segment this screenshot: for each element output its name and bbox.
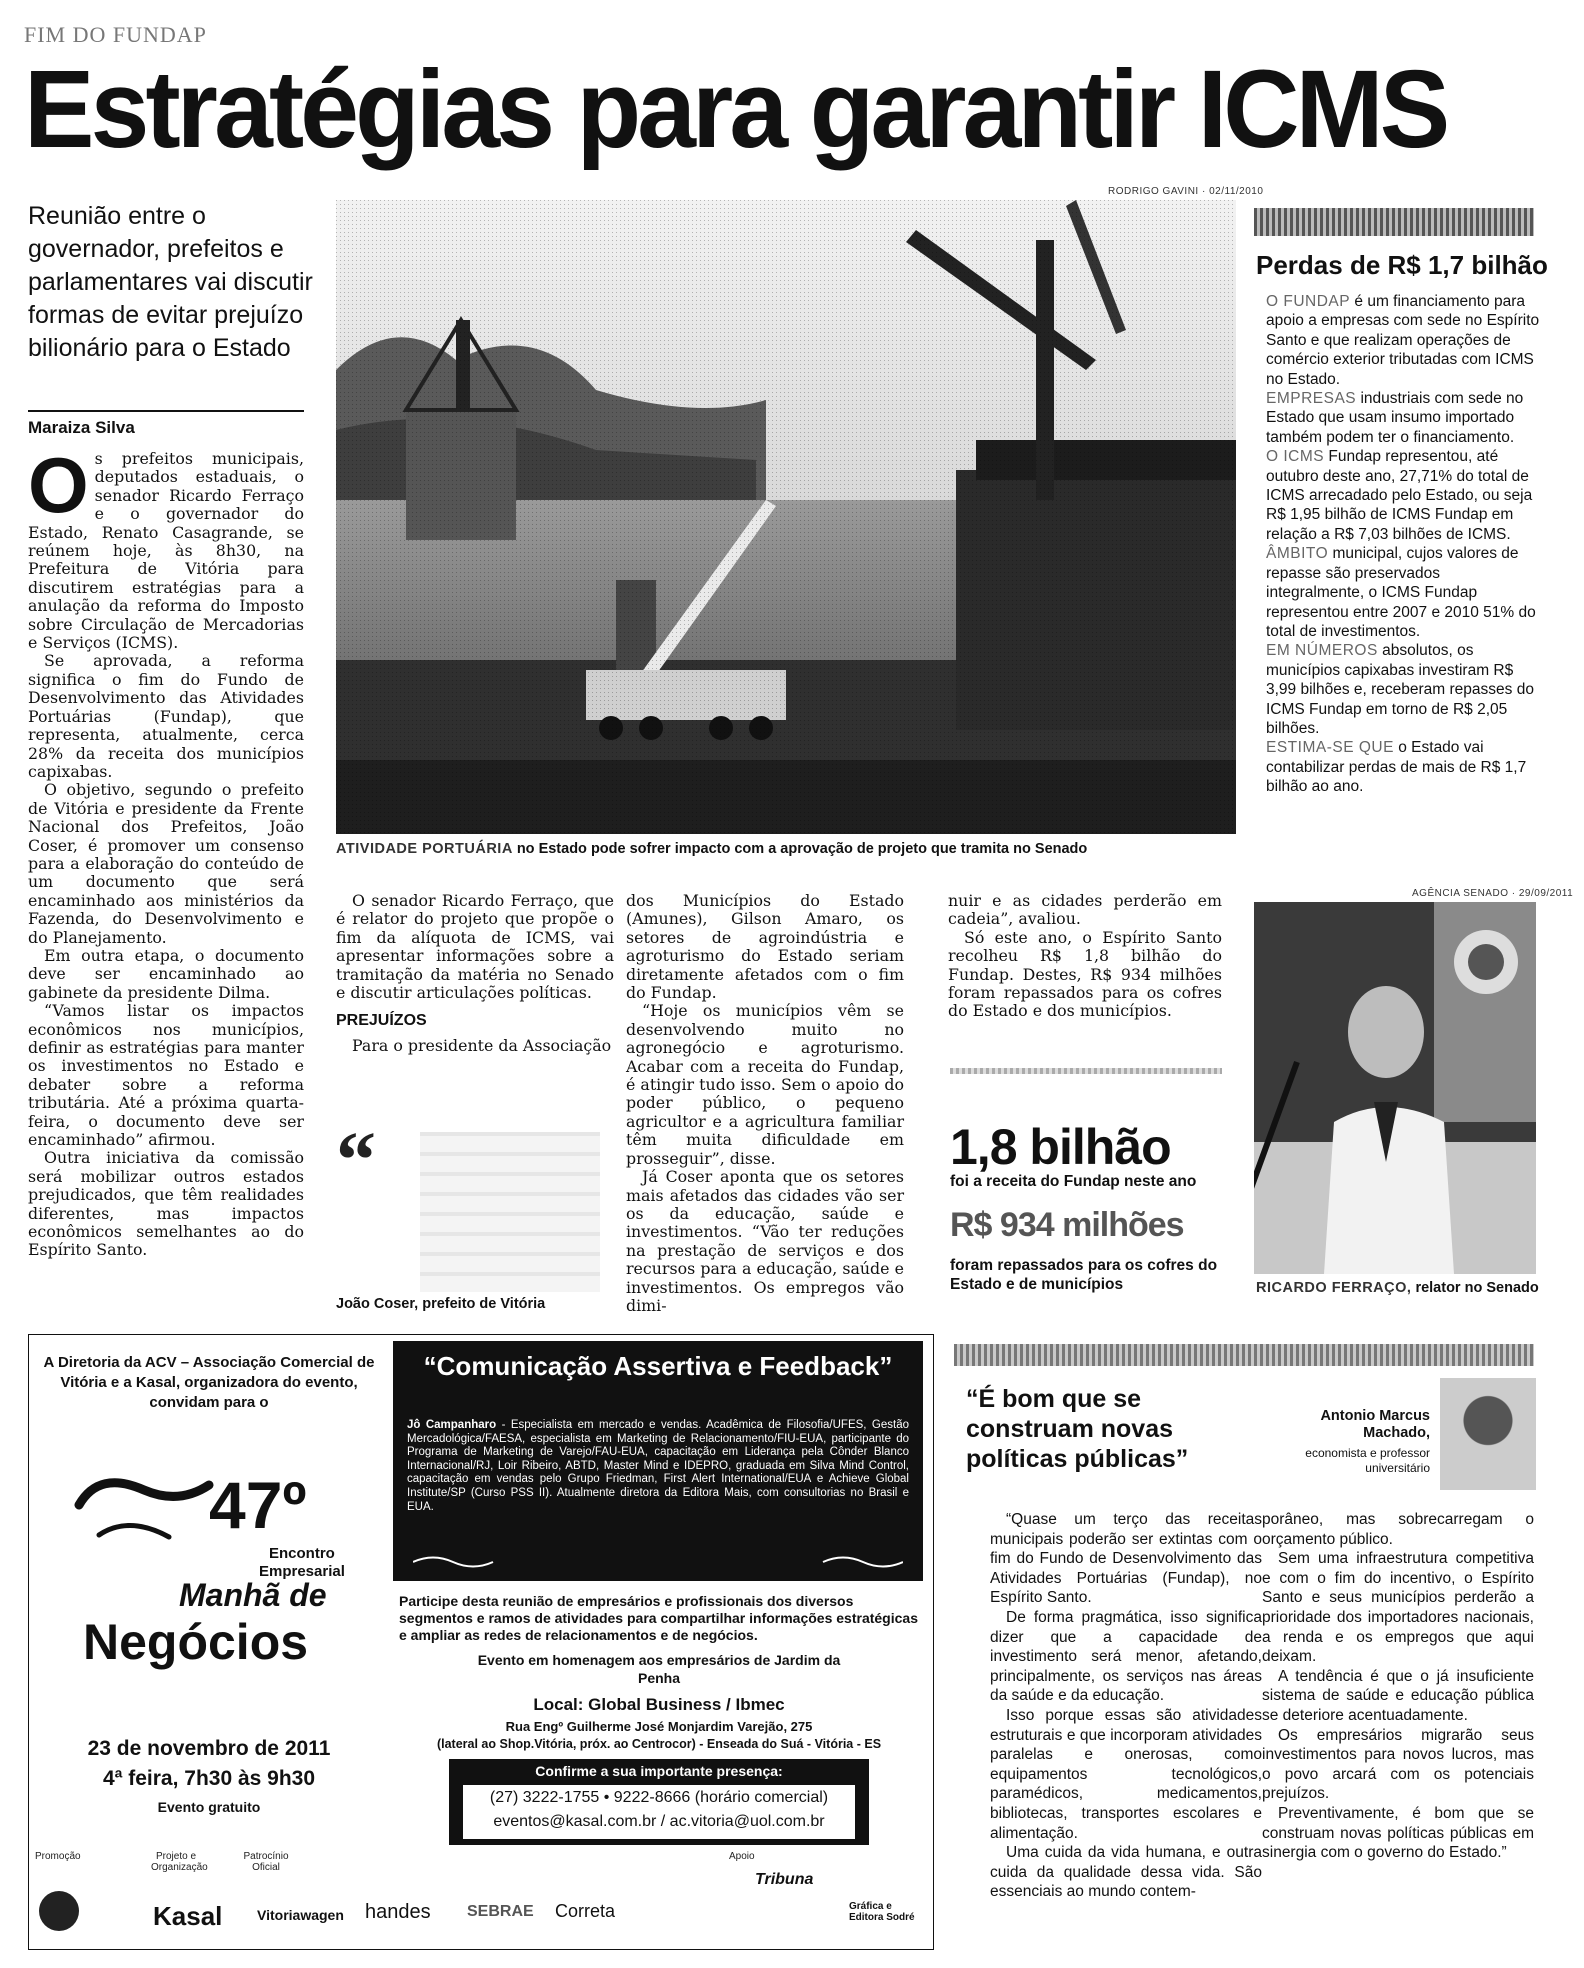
sponsor-logo: Gráfica e Editora Sodré: [849, 1901, 915, 1923]
article-paragraph: Se aprovada, a reforma significa o fim do Fundo de Desenvolvimento das Atividades Portuárias (Fundap), que representa, atualmente, cerca 28% da receita dos municípios capixabas.: [28, 651, 304, 781]
acv-logo: [39, 1891, 79, 1931]
photo-caption: [336, 841, 1236, 857]
article-paragraph: Em outra etapa, o documento deve ser encaminhado ao gabinete da presidente Dilma.: [28, 945, 304, 1002]
sponsor-logo: Kasal: [153, 1901, 223, 1931]
article-paragraph: Já Coser aponta que os setores mais afetados das cidades vão ser os da educação, saúde e investimentos. “Vão ter reduções na prestação de serviços e dos recursos para a educação, saúde e investimentos. Os empregos vão dimi-: [626, 1167, 904, 1315]
section-kicker: FIM DO FUNDAP: [24, 22, 207, 47]
opinion-banner: [954, 1344, 1534, 1366]
opinion-paragraph: Os empresários migrarão seus investimentos para novos lucros, mas o povo arcará com os potenciais prejuízos.: [1262, 1726, 1534, 1803]
caption-text: relator no Senado: [1411, 1280, 1539, 1296]
ad-address: Rua Engº Guilherme José Monjardim Varejão, 275: [505, 1719, 813, 1734]
ad-talk-title: “Comunicação Assertiva e Feedback”: [423, 1351, 893, 1381]
ad-date: 23 de novembro de 2011: [87, 1737, 331, 1760]
article-paragraph: O objetivo, segundo o prefeito de Vitória e presidente da Frente Nacional dos Prefeitos, João Coser, é promover um consenso para a elaboração do conteúdo de um documento que será encaminhado aos ministérios da Fazenda, do Desenvolvimento e do Planejamento.: [28, 780, 304, 947]
ad-speaker: [407, 1419, 909, 1514]
pull-quote-faded: [420, 1132, 600, 1292]
article-paragraph: dos Municípios do Estado (Amunes), Gilson Amaro, os setores de agroindústria e agroturismo do Estado seriam diretamente afetados com o fim do Fundap.: [626, 891, 904, 1003]
ad-label: Apoio: [729, 1851, 755, 1862]
ad-time: 4ª feira, 7h30 às 9h30: [102, 1767, 316, 1790]
sidebar-item-lead: EMPRESAS: [1266, 390, 1357, 408]
paragraph-text: s prefeitos municipais, deputados estaduais, o senador Ricardo Ferraço e o governador do Estado, Renato Casagrande, se reúnem hoje, às 8h30, na Prefeitura de Vitória para discutirem estratégias para a anulação da reforma do Imposto sobre Circulação de Mercadorias e Serviços (ICMS).: [28, 449, 304, 653]
ad-speaker-panel: [393, 1341, 923, 1581]
article-paragraph: Para o presidente da Associação: [352, 1035, 612, 1055]
opinion-paragraph: Isso porque essas são atividades estruturais e que incorporam atividades paralelas e onerosas, como equipamentos tecnológicos, paramédicos, medicamentos, bibliotecas, transportes escolares e alimentação.: [990, 1706, 1262, 1842]
sidebar-item: [1266, 389, 1542, 447]
sidebar-item-text: Fundap representou, até outubro deste ano, 27,71% do total de ICMS arrecadado pelo Estado, ou seja R$ 1,95 bilhão de ICMS Fundap em relação a R$ 7,03 bilhões de ICMS.: [1266, 448, 1533, 543]
headline: Estratégias para garantir ICMS: [24, 48, 1447, 171]
article-paragraph: O senador Ricardo Ferraço, que é relator do projeto que propõe o fim da alíquota de ICMS, vai apresentar informações sobre a tramitação da matéria no Senado e discutir articulações políticas.: [336, 891, 614, 1003]
sponsor-logo: Correta: [555, 1901, 616, 1921]
opinion-paragraph: “Quase um terço das receitas municipais poderão ser extintas com o fim do Fundo de Desenvolvimento das Atividades Portuárias (Fundap), no Espírito Santo.: [990, 1511, 1262, 1607]
sidebar-item-text: industriais com sede no Estado que usam insumo importado também podem ter o financiamento.: [1266, 390, 1524, 446]
senator-caption: [1256, 1280, 1539, 1296]
byline: Maraiza Silva: [28, 410, 304, 438]
sidebar-item-text: é um financiamento para apoio a empresas com sede no Espírito Santo e que realizam operações de comércio exterior tributadas com ICMS no Estado.: [1266, 293, 1540, 388]
opinion-author-name: Antonio Marcus Machado,: [1320, 1408, 1430, 1441]
drop-cap: O: [28, 441, 89, 529]
ad-phones: (27) 3222-1755 • 9222-8666 (horário comercial): [489, 1789, 829, 1806]
port-illustration: [336, 200, 1236, 834]
ad-label: Promoção: [35, 1851, 81, 1862]
sidebar-title: Perdas de R$ 1,7 bilhão: [1256, 250, 1548, 280]
ad-free: Evento gratuito: [157, 1799, 261, 1815]
article-col-1: [28, 441, 304, 1260]
divider-dots: [950, 1068, 1222, 1074]
article-paragraph: nuir e as cidades perderão em cadeia”, avaliou.: [948, 891, 1222, 929]
subheading-prejuizos: PREJUÍZOS: [336, 1012, 427, 1030]
caption-lead: RICARDO FERRAÇO,: [1256, 1280, 1412, 1296]
pull-quote-mark: “: [336, 1117, 376, 1205]
opinion-paragraph: porâneo, mas sobrecarregam o orçamento público.: [1262, 1511, 1534, 1548]
ad-confirm: Confirme a sua importante presença:: [535, 1763, 783, 1779]
senator-photo: [1254, 902, 1536, 1274]
ad-event-title: Negócios: [83, 1614, 309, 1670]
article-paragraph: “Vamos listar os impactos econômicos nos municípios, definir as estratégias para manter os investimentos no Estado e debater sobre a reforma tributária. Até a próxima quarta-feira, o documento deve ser encaminhado” afirmou.: [28, 1001, 304, 1150]
senator-illustration: [1254, 902, 1536, 1274]
sidebar-item-lead: ÂMBITO: [1266, 545, 1329, 563]
sidebar-banner: [1254, 208, 1534, 236]
caption-lead: ATIVIDADE PORTUÁRIA: [336, 841, 513, 857]
ad-contact-box: [463, 1785, 855, 1839]
ad-event-line: Manhã de: [179, 1577, 327, 1613]
caption-text: no Estado pode sofrer impacto com a aprovação de projeto que tramita no Senado: [512, 841, 1088, 857]
ad-speaker-bio: - Especialista em mercado e vendas. Acadêmica de Filosofia/UFES, Gestão Mercadológica/FAESA, especialista em Marketing de Relacionamento/FIU-EUA, participante do Programa de Marketing de Varejo/FAU-EUA, capacitação em Liderança pela Cônder Blanco Internacional/RJ, Loir Ribeiro, ABTD, Master Mind e IDEPRO, graduada em Silva Mind Control, capacitação em vendas pelo Grupo Friedman, First Alert International/EUA e Achieve Global Institute/SP (Curso PSS II). Atualmente diretora da Editora Mais, com consultorias no Brasil e EUA.: [407, 1419, 909, 1513]
opinion-title: “É bom que se construam novas políticas públicas”: [966, 1385, 1189, 1473]
sidebar-item-lead: O FUNDAP: [1266, 293, 1351, 310]
port-photo: [336, 200, 1236, 834]
sponsor-logo: Vitoriawagen: [257, 1907, 344, 1923]
opinion-paragraph: De forma pragmática, isso significa dizer que a capacidade de investimento será menor, afetando, principalmente, os serviços nas áreas da saúde e da educação.: [990, 1608, 1262, 1705]
photo-credit: RODRIGO GAVINI · 02/11/2010: [1108, 186, 1264, 197]
ad-emails: eventos@kasal.com.br / ac.vitoria@uol.com.br: [493, 1813, 825, 1830]
article-paragraph: Outra iniciativa da comissão será mobilizar outros estados prejudicados, que têm realidades diferentes, mas impactos econômicos semelhantes ao do Espírito Santo.: [28, 1148, 304, 1260]
author-avatar: [1440, 1378, 1536, 1490]
ad-contact-panel: [449, 1759, 869, 1845]
ad-intro: A Diretoria da ACV – Associação Comercial de Vitória e a Kasal, organizadora do evento, convidam para o: [43, 1354, 375, 1411]
opinion-paragraph: Sem uma infraestrutura competitiva e com o fim do incentivo, o Espírito Santo e seus municípios perderão a prioridade dos importadores nacionais, a renda e os empregos que aqui deixam.: [1262, 1550, 1534, 1666]
subhead: Reunião entre o governador, prefeitos e parlamentares vai discutir formas de evitar prejuízo bilionário para o Estado: [28, 202, 313, 362]
ad-invite: Participe desta reunião de empresários e profissionais dos diversos segmentos e ramos de atividades para compartilhar informações estratégicas e ampliar as redes de relacionamentos e de negócios.: [399, 1593, 918, 1643]
swirl-ornament: [69, 1465, 219, 1555]
stat-description: foram repassados para os cofres do Estado e de municípios: [950, 1257, 1218, 1293]
article-col-3: [626, 892, 904, 1315]
opinion-paragraph: Preventivamente, é bom que se construam novas políticas públicas em sinergia com o governo do Estado.”: [1262, 1804, 1534, 1862]
stat-value: 1,8 bilhão: [950, 1119, 1171, 1175]
ad-edition: 47º: [209, 1468, 307, 1542]
sidebar-item-text: o Estado vai contabilizar perdas de mais de R$ 1,7 bilhão ao ano.: [1266, 739, 1527, 796]
sidebar-item: [1266, 641, 1542, 738]
sidebar-list: [1266, 292, 1542, 797]
ad-event-line: Encontro: [269, 1545, 335, 1562]
ad-ornament: [413, 1553, 903, 1571]
stat-value: R$ 934 milhões: [950, 1206, 1184, 1244]
article-paragraph: “Hoje os municípios vêm se desenvolvendo muito no agronegócio e agroturismo. Acabar com a receita do Fundap, é atingir tudo isso. Sem o apoio do poder público, o pequeno agricultor e a agricultura familiar têm muita dificuldade em prosseguir”, disse.: [626, 1001, 904, 1168]
sponsor-logo: handes: [365, 1901, 431, 1923]
ad-event-line: Empresarial: [259, 1563, 345, 1580]
opinion-col-1: [990, 1510, 1262, 1902]
ad-speaker-name: Jô Campanharo: [407, 1419, 497, 1431]
event-advertisement: [28, 1334, 934, 1950]
article-paragraph: [28, 441, 304, 653]
sidebar-item-lead: O ICMS: [1266, 448, 1325, 466]
stat-description: foi a receita do Fundap neste ano: [950, 1173, 1197, 1190]
opinion-paragraph: Uma cuida da vida humana, e outra cuida da qualidade dessa vida. São essenciais ao mundo contem-: [990, 1844, 1262, 1901]
article-col-2: [336, 892, 614, 1055]
sidebar-item: [1266, 447, 1542, 544]
ad-label: Projeto e Organização: [151, 1851, 208, 1873]
sponsor-logo: SEBRAE: [467, 1903, 534, 1920]
sidebar-item: [1266, 292, 1542, 389]
sidebar-item: [1266, 544, 1542, 641]
sponsor-logo: Tribuna: [755, 1871, 814, 1888]
article-col-4: [948, 892, 1222, 1021]
ad-label: Patrocínio Oficial: [243, 1851, 289, 1873]
opinion-author-role: economista e professor universitário: [1305, 1446, 1430, 1475]
sidebar-item-lead: ESTIMA-SE QUE: [1266, 739, 1394, 757]
senator-photo-credit: AGÊNCIA SENADO · 29/09/2011: [1412, 888, 1574, 899]
ad-address: (lateral ao Shop.Vitória, próx. ao Centrocor) - Enseada do Suá - Vitória - ES: [436, 1737, 882, 1751]
sidebar-item-text: absolutos, os municípios capixabas investiram R$ 3,99 bilhões e, receberam repasses do ICMS Fundap em torno de R$ 2,05 bilhões.: [1266, 642, 1534, 737]
ad-homage: Evento em homenagem aos empresários de Jardim da Penha: [477, 1652, 841, 1686]
sidebar-item-lead: EM NÚMEROS: [1266, 642, 1378, 660]
opinion-paragraph: A tendência é que o já insuficiente sistema de saúde e educação pública se deteriore acentuadamente.: [1262, 1667, 1534, 1724]
opinion-col-2: [1262, 1510, 1534, 1863]
pull-quote-attribution: João Coser, prefeito de Vitória: [336, 1296, 546, 1312]
sidebar-item-text: municipal, cujos valores de repasse são preservados integralmente, o ICMS Fundap representou entre 2007 e 2010 51% do total de investimentos.: [1266, 545, 1536, 640]
article-paragraph: Só este ano, o Espírito Santo recolheu R$ 1,8 bilhão do Fundap. Destes, R$ 934 milhões foram repassados para os cofres do Estado e dos municípios.: [948, 927, 1222, 1021]
ad-location: Local: Global Business / Ibmec: [533, 1695, 785, 1714]
sidebar-item: [1266, 738, 1542, 796]
